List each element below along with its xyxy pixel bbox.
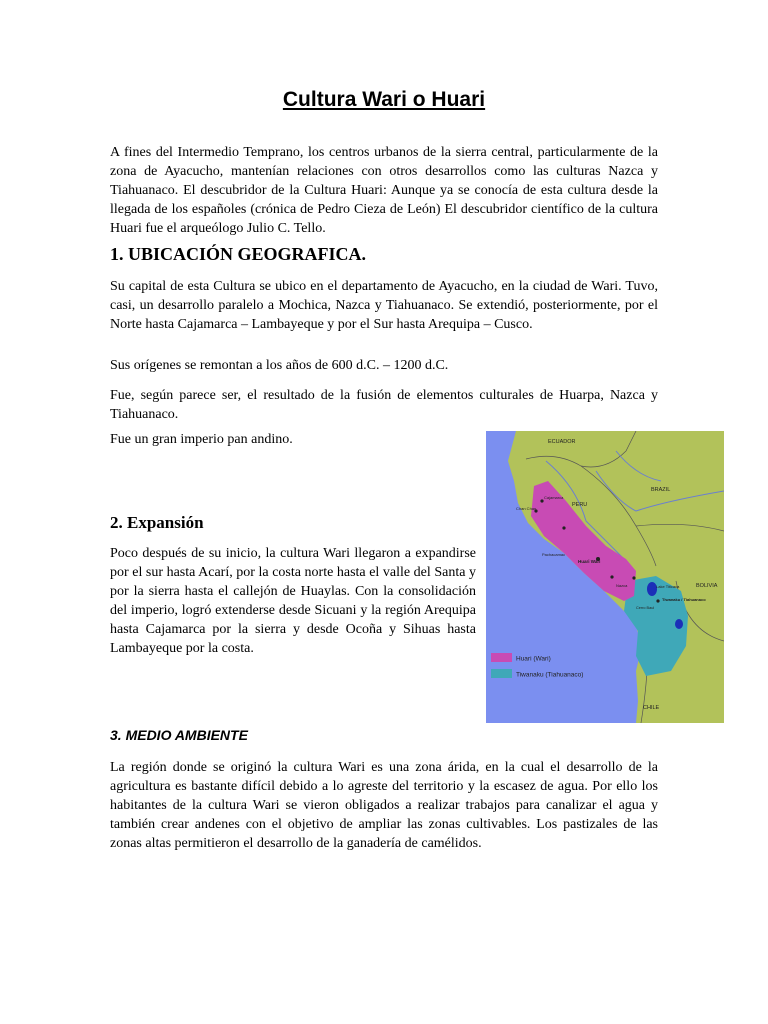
map-label-pachacamac: Pachacamac	[542, 552, 566, 557]
wari-map-image	[486, 431, 724, 723]
map-label-ecuador: ECUADOR	[548, 439, 576, 445]
map-label-cajamarca: Cajamarca	[544, 495, 564, 500]
map-label-cerro-baul: Cerro Baul	[636, 606, 655, 610]
map-label-tiwanaku: Tiwanaku / Tiahuanaco	[662, 597, 706, 602]
map-label-chan-chan: Chan Chan	[516, 506, 537, 511]
map-label-nazca: Nazca	[616, 583, 628, 588]
legend-label-tiwanaku: Tiwanaku (Tiahuanaco)	[516, 671, 584, 679]
map-label-brazil: BRAZIL	[651, 487, 671, 493]
intro-paragraph: A fines del Intermedio Temprano, los centros urbanos de la sierra central, particularmente de la zona de Ayacucho, mantenían relaciones con otros desarrollos como las culturas Nazca y Tiahuanaco. El descubridor de la Cultura Huari: Aunque ya se conocía de esta cultura desde la llegada de los españoles (crónica de Pedro Cieza de León) El descubridor científico de la cultura Huari fue el arqueólogo Julio C. Tello.	[110, 145, 658, 236]
ubicacion-paragraph-3: Fue, según parece ser, el resultado de la fusión de elementos culturales de Huarpa, Nazca y Tiahuanaco.	[110, 388, 658, 422]
site-dot	[656, 599, 659, 602]
map-label-bolivia: BOLIVIA	[696, 583, 718, 589]
map-label-huari-wari: Huari Wari	[578, 559, 601, 564]
map-label-peru: PERU	[572, 502, 588, 508]
lake-shape	[675, 619, 683, 629]
section-heading-medio-ambiente: 3. MEDIO AMBIENTE	[110, 727, 248, 743]
document-title: Cultura Wari o Huari	[282, 88, 486, 111]
ubicacion-paragraph-2: Sus orígenes se remontan a los años de 600 d.C. – 1200 d.C.	[110, 358, 449, 373]
expansion-paragraph: Poco después de su inicio, la cultura Wari llegaron a expandirse por el sur hasta Acarí, por la costa norte hasta el valle del Santa y por la sierra hasta el callejón de Huaylas. Con la consolidación del imperio, logró extenderse desde Sicuani y la región Arequipa hasta Cajamarca por la sierra y desde Ocoña y Sihuas hasta Lambayeque por la costa.	[110, 546, 476, 656]
site-dot	[632, 576, 635, 579]
site-dot	[610, 575, 613, 578]
map-label-lake-titicaca: Lake Titicaca	[656, 584, 680, 589]
medio-ambiente-paragraph: La región donde se originó la cultura Wari es una zona árida, en la cual el desarrollo de la agricultura es bastante difícil debido a lo agreste del territorio y la escasez de agua. Por ello los habitantes de la cultura Wari se vieron obligados a realizar trabajos para canalizar el agua y también crear andenes con el objetivo de ampliar las zonas cultivables. Los pastizales de las zonas altas permitieron el desarrollo de la ganadería de camélidos.	[110, 760, 658, 851]
legend-label-huari: Huari (Wari)	[516, 655, 551, 663]
map-label-chile: CHILE	[643, 705, 660, 711]
section-heading-ubicacion: 1. UBICACIÓN GEOGRAFICA.	[110, 244, 367, 264]
ubicacion-paragraph-4: Fue un gran imperio pan andino.	[110, 432, 293, 447]
section-heading-expansion: 2. Expansión	[110, 513, 204, 532]
legend-swatch-huari	[491, 653, 512, 662]
site-dot	[562, 526, 565, 529]
legend-swatch-tiwanaku	[491, 669, 512, 678]
ubicacion-paragraph-1: Su capital de esta Cultura se ubico en el departamento de Ayacucho, en la ciudad de Wari. Tuvo, casi, un desarrollo paralelo a Mochica, Nazca y Tiahuanaco. Se extendió, posteriormente, por el Norte hasta Cajamarca – Lambayeque y por el Sur hasta Arequipa – Cusco.	[110, 279, 658, 332]
map-svg	[486, 431, 724, 723]
